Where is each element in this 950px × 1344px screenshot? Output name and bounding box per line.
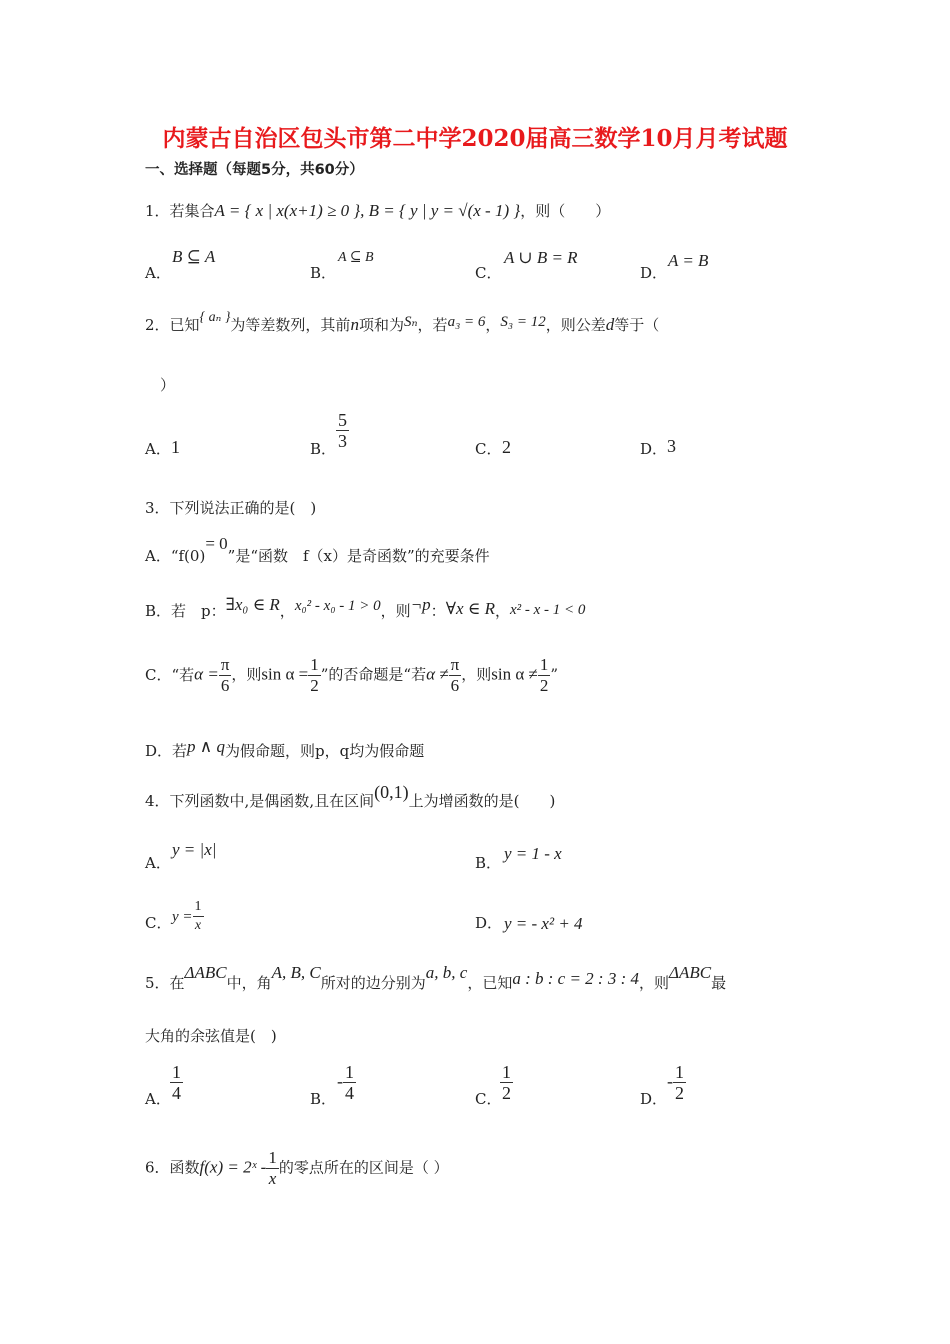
q3-c-six: 6 (220, 676, 230, 695)
q3-c-text-3: ”的否命题是“若 (320, 665, 427, 684)
q2-close-paren: ） (160, 376, 176, 394)
q2-option-b-label: B． (310, 440, 337, 458)
q2-s3: S₃ = 12 (500, 314, 546, 330)
q5-option-d-sign: - (667, 1071, 673, 1091)
q3-option-c (145, 655, 558, 696)
q5-option-d-numerator: 1 (675, 1062, 684, 1082)
q3-b-forall: ∀x ∈ R (445, 599, 495, 618)
q4-option-c-numerator: 1 (193, 898, 204, 917)
q3-c-text-1: C．“若 (145, 665, 195, 684)
q4-interval: (0,1) (374, 782, 409, 802)
q2-a3: a₃ = 6 (447, 314, 486, 330)
q3-c-text-4: ，则 (461, 665, 492, 684)
q1-stem: 1．若集合 (145, 202, 215, 220)
q4-option-b: y = 1 - x (504, 844, 562, 863)
q3-c-text-2: ，则 (231, 665, 262, 684)
q1-option-a-label: A． (145, 264, 171, 282)
q4-option-d-label: D． (475, 914, 503, 932)
q3-c-alpha-ne: α ≠ (426, 664, 449, 684)
q3-option-d (145, 737, 425, 761)
q3-c-pi-2: π (450, 655, 460, 674)
q2-text-5: ， (485, 316, 501, 334)
q2-option-d-label: D． (640, 440, 668, 458)
q3-b-sep: ， (279, 602, 295, 620)
q3-option-a (145, 534, 490, 566)
q3-b-sep-2: ， (494, 602, 510, 620)
q5-option-b-denominator: 4 (345, 1083, 354, 1103)
q4-option-c (172, 898, 204, 935)
q3-c-two-2: 2 (539, 676, 549, 695)
q2-option-b-denominator: 3 (338, 431, 347, 451)
question-1 (145, 200, 610, 221)
q5-option-b-sign: - (337, 1071, 343, 1091)
q3-a-equals: = 0 (205, 534, 228, 553)
q3-c-one: 1 (310, 655, 319, 674)
q3-b-text-1: B．若 p： (145, 602, 226, 620)
q5-text-4: ，已知 (467, 974, 513, 992)
q3-d-expression: p ∧ q (187, 737, 225, 756)
question-5 (145, 963, 727, 993)
q1-option-b: A ⊆ B (338, 250, 374, 265)
q5-option-b-numerator: 1 (345, 1062, 354, 1082)
q1-option-d-label: D． (640, 264, 668, 282)
question-4 (145, 782, 556, 811)
q3-c-sin-ne: sin α ≠ (491, 664, 538, 684)
q3-b-inequality-2: x² - x - 1 < 0 (509, 602, 586, 618)
q3-c-text-5: ” (550, 665, 558, 684)
q3-a-text-1: A．“f(0) (145, 547, 206, 565)
q5-option-b (337, 1062, 356, 1103)
q4-option-a: y = |x| (172, 840, 217, 859)
q3-b-text-3: ： (430, 602, 446, 620)
q5-option-d (667, 1062, 686, 1103)
q5-text-2: 中，角 (226, 974, 272, 992)
q6-function: f(x) = 2ˣ - (199, 1157, 267, 1177)
q5-option-d-denominator: 2 (675, 1083, 684, 1103)
exam-title: 内蒙古自治区包头市第二中学2020届高三数学10月月考试题 (162, 125, 788, 152)
q2-text-2: 为等差数列，其前 (230, 316, 351, 334)
q2-option-d: 3 (667, 436, 676, 456)
q4-option-a-label: A． (145, 854, 171, 872)
q3-option-b (145, 595, 586, 621)
q1-option-a: B ⊆ A (172, 247, 216, 266)
q5-sides: a, b, c (425, 963, 468, 982)
q1-option-c-label: C． (475, 264, 502, 282)
q2-text-4: ，若 (417, 316, 448, 334)
question-2 (145, 310, 660, 335)
q2-option-c-label: C． (475, 440, 502, 458)
q6-denominator: x (268, 1169, 277, 1188)
q2-text-6: ，则公差 (545, 316, 606, 334)
q5-option-a-denominator: 4 (172, 1083, 181, 1103)
q5-option-c-numerator: 1 (502, 1062, 511, 1082)
q3-c-one-2: 1 (539, 655, 549, 674)
q2-option-b (336, 410, 349, 451)
q2-sequence: { aₙ } (199, 310, 231, 325)
q5-text-5: ，则 (639, 974, 670, 992)
q5-triangle: ΔABC (184, 963, 227, 982)
q3-c-sin-eq: sin α = (261, 664, 309, 684)
q4-text-1: 4．下列函数中,是偶函数,且在区间 (145, 792, 375, 810)
q3-d-text-1: D．若 (145, 742, 188, 760)
q2-option-a: 1 (171, 437, 180, 457)
q3-c-alpha-eq: α = (194, 664, 219, 684)
q5-option-a-numerator: 1 (172, 1062, 181, 1082)
q4-option-d: y = - x² + 4 (504, 914, 583, 933)
q3-c-six-2: 6 (450, 676, 460, 695)
q5-option-c-label: C． (475, 1090, 502, 1108)
q3-b-text-2: ，则 (380, 602, 411, 620)
section-heading: 一、选择题（每题5分，共60分） (145, 162, 364, 178)
q2-sn: Sₙ (403, 314, 418, 330)
question-3: 3．下列说法正确的是( ) (145, 499, 317, 517)
q4-option-b-label: B． (475, 854, 502, 872)
q5-option-a-label: A． (145, 1090, 171, 1108)
q6-text-1: 6．函数 (145, 1158, 200, 1177)
q5-ratio: a : b : c = 2 : 3 : 4 (512, 969, 640, 988)
q5-angles: A, B, C (271, 963, 321, 982)
q1-option-b-label: B． (310, 264, 337, 282)
q3-c-two: 2 (310, 676, 319, 695)
q3-a-text-2: ”是“函数 f（x）是奇函数”的充要条件 (227, 547, 490, 565)
q3-b-exists: ∃x₀ ∈ R (225, 595, 280, 614)
q6-text-2: 的零点所在的区间是（ ） (278, 1158, 449, 1177)
q5-triangle-2: ΔABC (669, 963, 712, 982)
q5-text-6: 最 (711, 974, 727, 992)
q2-text-3: 项和为 (358, 316, 404, 334)
q2-option-c: 2 (502, 437, 511, 457)
q1-option-c: A ∪ B = R (504, 248, 578, 267)
q3-b-negation: ¬p (410, 595, 431, 614)
q5-option-b-label: B． (310, 1090, 337, 1108)
q2-text-1: 2．已知 (145, 316, 200, 334)
q6-numerator: 1 (268, 1148, 277, 1167)
q3-c-pi: π (220, 655, 230, 674)
q2-d: d (605, 315, 615, 334)
q5-option-c (500, 1062, 513, 1103)
q5-text-1: 5．在 (145, 974, 185, 992)
q2-option-a-label: A． (145, 440, 171, 458)
q3-d-text-2: 为假命题，则p，q均为假命题 (224, 742, 425, 760)
q2-n: n (350, 315, 359, 334)
q1-expression: A = { x | x(x+1) ≥ 0 }, B = { y | y = √(x - 1) } (214, 201, 521, 220)
q4-option-c-label: C． (145, 914, 172, 932)
q5-text-3: 所对的边分别为 (320, 974, 426, 992)
q1-option-d: A = B (668, 251, 709, 270)
q1-tail: ，则（ ） (520, 202, 611, 220)
q5-option-c-denominator: 2 (502, 1083, 511, 1103)
q4-text-2: 上为增函数的是( ) (408, 792, 556, 810)
q5-option-d-label: D． (640, 1090, 668, 1108)
q2-option-b-numerator: 5 (338, 410, 347, 430)
q2-text-7: 等于（ (614, 316, 660, 334)
q4-option-c-prefix: y = (172, 909, 193, 925)
q4-option-c-denominator: x (194, 918, 202, 933)
q5-option-a (170, 1062, 183, 1103)
q5-line-2: 大角的余弦值是( ) (145, 1027, 277, 1045)
q3-b-inequality: x₀² - x₀ - 1 > 0 (294, 598, 381, 614)
question-6 (145, 1148, 449, 1189)
